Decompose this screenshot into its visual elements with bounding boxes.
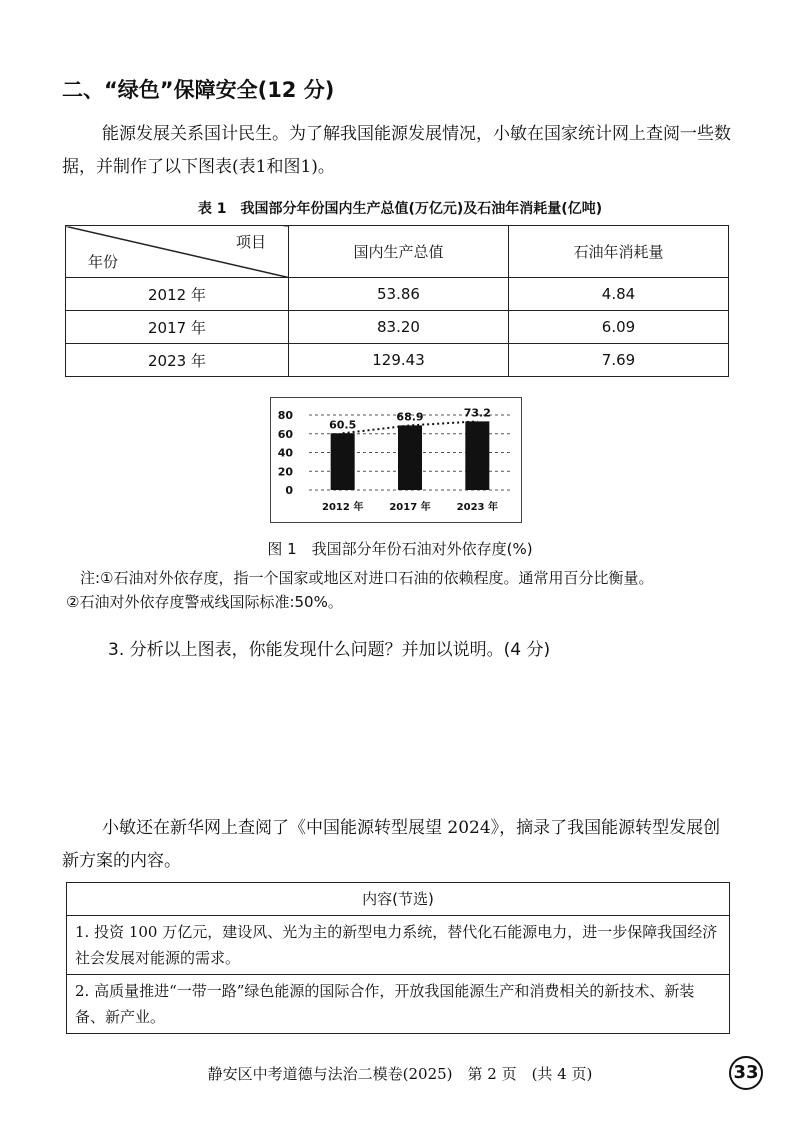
table-row <box>66 278 729 311</box>
chart-svg <box>271 398 521 522</box>
section-title: 二、“绿色”保障安全(12 分) <box>62 78 335 102</box>
table1-caption: 表 1 我国部分年份国内生产总值(万亿元)及石油年消耗量(亿吨) <box>197 201 603 217</box>
table1-header-year: 年份 <box>88 253 119 271</box>
y-tick-label: 40 <box>277 446 293 460</box>
row-gdp: 53.86 <box>289 278 509 311</box>
row-year: 2017 年 <box>66 311 289 344</box>
x-tick-label: 2017 年 <box>389 502 431 513</box>
content-item: 1. 投资 100 万亿元，建设风、光为主的新型电力系统，替代化石能源电力，进一步保障我国经济社会发展对能源的需求。 <box>67 916 730 975</box>
table-row <box>66 311 729 344</box>
y-tick-label: 20 <box>277 465 293 479</box>
data-label: 68.9 <box>396 410 424 424</box>
content-table-header: 内容(节选) <box>67 883 730 916</box>
y-tick-label: 0 <box>285 484 293 497</box>
bar <box>398 425 422 490</box>
page-badge: 33 <box>729 1056 763 1090</box>
row-year: 2023 年 <box>66 344 289 377</box>
note-2: ②石油对外依存度警戒线国际标准:50%。 <box>66 593 343 611</box>
figure-caption: 图 1 我国部分年份石油对外依存度(%) <box>267 540 533 558</box>
bar <box>331 433 355 490</box>
row-gdp: 83.20 <box>289 311 509 344</box>
x-tick-label: 2023 年 <box>456 502 498 513</box>
page-footer: 静安区中考道德与法治二模卷(2025) 第 2 页 (共 4 页) <box>207 1065 593 1083</box>
table1-header-item: 项目 <box>235 233 266 251</box>
intro-paragraph: 能源发展关系国计民生。为了解我国能源发展情况，小敏在国家统计网上查阅一些数据，并制作了以下图表(表1和图1)。 <box>62 124 731 177</box>
row-gdp: 129.43 <box>289 344 509 377</box>
content-table <box>66 882 730 1034</box>
question-3: 3. 分析以上图表，你能发现什么问题？并加以说明。(4 分) <box>108 640 551 660</box>
row-oil: 6.09 <box>509 311 729 344</box>
table1-col-oil: 石油年消耗量 <box>509 226 729 278</box>
content-item: 2. 高质量推进“一带一路”绿色能源的国际合作，开放我国能源生产和消费相关的新技术、新装备、新产业。 <box>67 975 730 1034</box>
table-row <box>66 344 729 377</box>
table1-corner-header <box>66 226 289 278</box>
bar <box>465 421 489 490</box>
note-1: 注:①石油对外依存度，指一个国家或地区对进口石油的依赖程度。通常用百分比衡量。 <box>80 569 654 587</box>
row-oil: 7.69 <box>509 344 729 377</box>
row-year: 2012 年 <box>66 278 289 311</box>
table1 <box>65 225 729 377</box>
table1-col-gdp: 国内生产总值 <box>289 226 509 278</box>
y-tick-label: 80 <box>277 409 293 422</box>
y-tick-label: 60 <box>277 427 293 441</box>
data-label: 73.2 <box>463 406 491 420</box>
paragraph-2: 小敏还在新华网上查阅了《中国能源转型展望 2024》，摘录了我国能源转型发展创新方案的内容。 <box>62 818 721 871</box>
x-tick-label: 2012 年 <box>322 502 364 513</box>
oil-dependency-chart <box>270 397 522 523</box>
row-oil: 4.84 <box>509 278 729 311</box>
data-label: 60.5 <box>329 418 357 432</box>
